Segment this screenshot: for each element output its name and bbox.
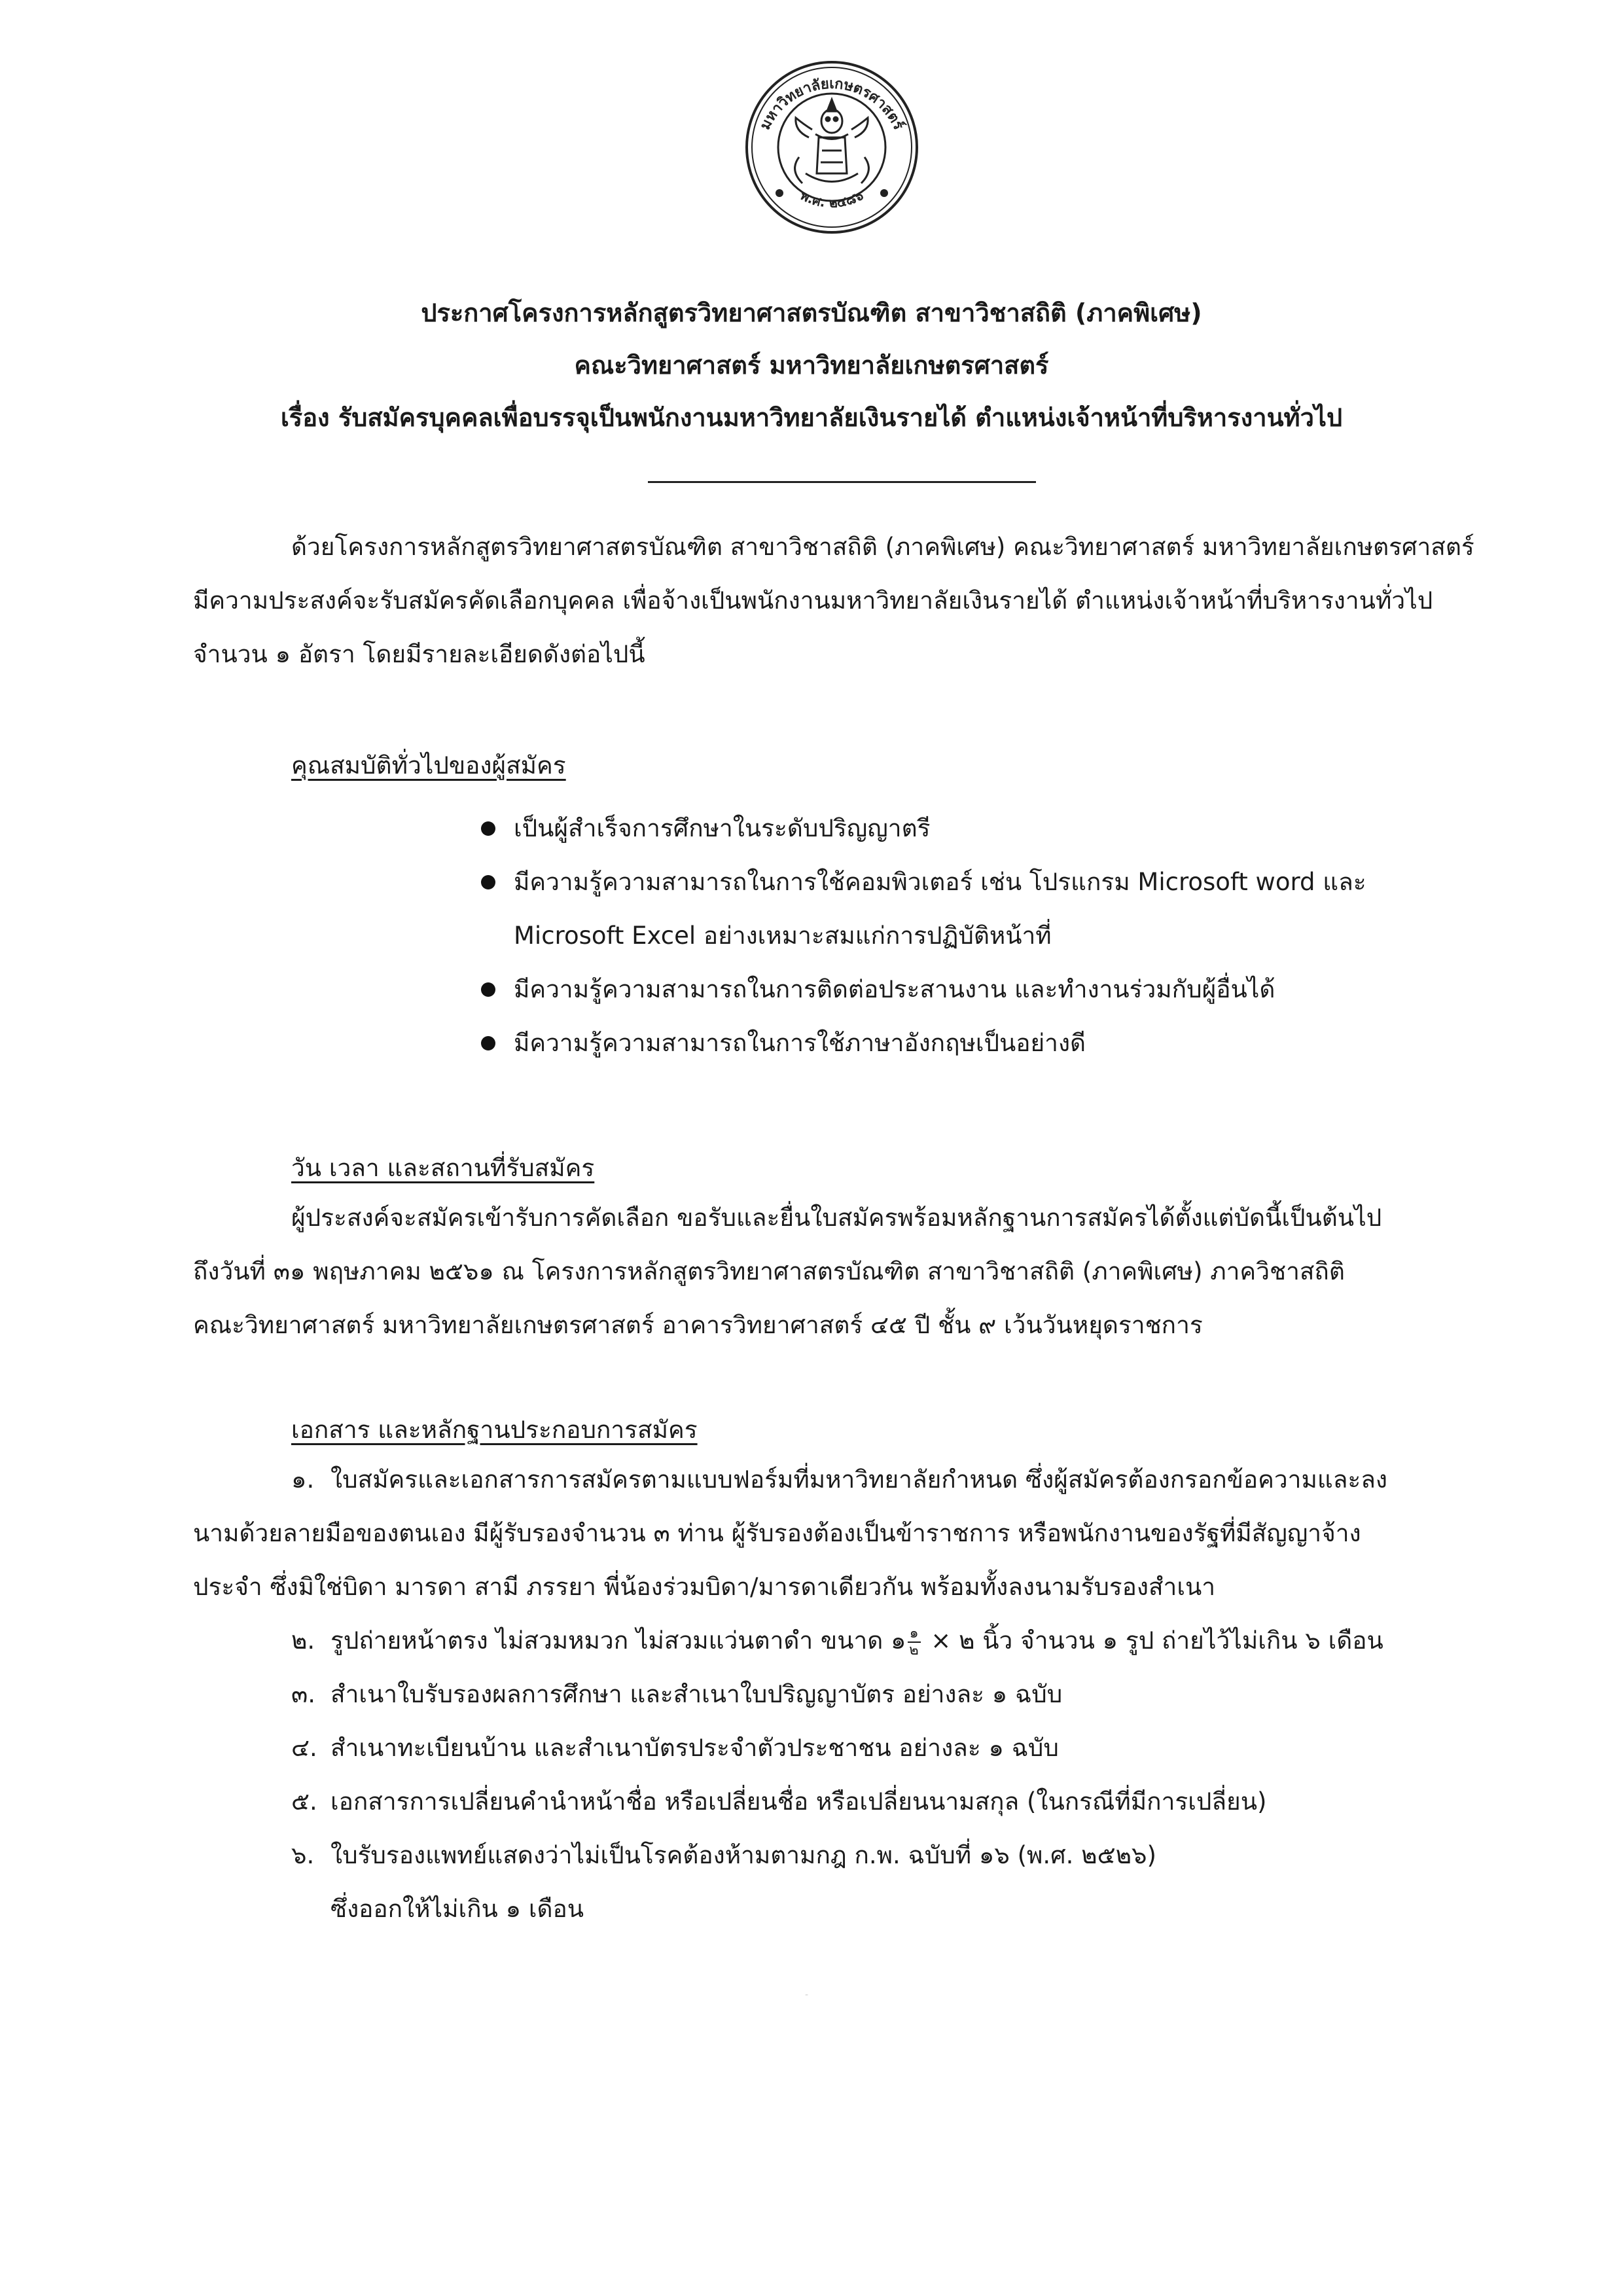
- documents-heading: เอกสาร และหลักฐานประกอบการสมัคร: [291, 1416, 698, 1444]
- qualifications-heading: คุณสมบัติทั่วไปของผู้สมัคร: [291, 751, 566, 780]
- intro-line: ด้วยโครงการหลักสูตรวิทยาศาสตรบัณฑิต สาขาวิชาสถิติ (ภาคพิเศษ) คณะวิทยาศาสตร์ มหาวิทยาลัยเกษตรศาสตร์: [291, 533, 1474, 561]
- intro-line: จำนวน ๑ อัตรา โดยมีรายละเอียดดังต่อไปนี้: [193, 640, 645, 668]
- application-paragraph: [193, 1191, 1482, 1352]
- bullet-icon: [481, 1036, 495, 1050]
- header-divider: [648, 481, 1036, 483]
- bullet-icon: [481, 821, 495, 836]
- application-line: คณะวิทยาศาสตร์ มหาวิทยาลัยเกษตรศาสตร์ อาคารวิทยาศาสตร์ ๔๕ ปี ชั้น ๙ เว้นวันหยุดราชการ: [193, 1311, 1203, 1339]
- application-heading: วัน เวลา และสถานที่รับสมัคร: [291, 1154, 595, 1182]
- list-item: มีความรู้ความสามารถในการใช้คอมพิวเตอร์ เช่น โปรแกรม Microsoft word และ Microsoft Excel อย่างเหมาะสมแก่การปฏิบัติหน้าที่: [481, 855, 1463, 963]
- faculty-university: คณะวิทยาศาสตร์ มหาวิทยาลัยเกษตรศาสตร์: [574, 351, 1049, 380]
- page-mark: -: [805, 1990, 809, 2000]
- documents-list: [193, 1453, 1482, 1936]
- list-item-continuation: นามด้วยลายมือของตนเอง มีผู้รับรองจำนวน ๓ ท่าน ผู้รับรองต้องเป็นข้าราชการ หรือพนักงานของรัฐที่มีสัญญาจ้าง: [193, 1519, 1361, 1547]
- list-item: เป็นผู้สำเร็จการศึกษาในระดับปริญญาตรี: [481, 802, 1463, 855]
- application-line: ถึงวันที่ ๓๑ พฤษภาคม ๒๕๖๑ ณ โครงการหลักสูตรวิทยาศาสตรบัณฑิต สาขาวิชาสถิติ (ภาคพิเศษ) ภาควิชาสถิติ: [193, 1257, 1345, 1285]
- intro-paragraph: [193, 520, 1482, 681]
- list-item: ๒. รูปถ่ายหน้าตรง ไม่สวมหมวก ไม่สวมแว่นตาดำ ขนาด ๑ $\frac{๑}{๒}$ × ๒ นิ้ว จำนวน ๑ รูป ถ่ายไว้ไม่เกิน ๖ เดือน: [291, 1624, 1383, 1659]
- list-item-continuation: ซึ่งออกให้ไม่เกิน ๑ เดือน: [330, 1895, 584, 1923]
- intro-line: มีความประสงค์จะรับสมัครคัดเลือกบุคคล เพื่อจ้างเป็นพนักงานมหาวิทยาลัยเงินรายได้ ตำแหน่งเจ้าหน้าที่บริหารงานทั่วไป: [193, 586, 1433, 615]
- list-item: ๓. สำเนาใบรับรองผลการศึกษา และสำเนาใบปริญญาบัตร อย่างละ ๑ ฉบับ: [291, 1680, 1063, 1708]
- list-item: ๖. ใบรับรองแพทย์แสดงว่าไม่เป็นโรคต้องห้ามตามกฎ ก.พ. ฉบับที่ ๑๖ (พ.ศ. ๒๕๒๖): [291, 1841, 1156, 1869]
- announcement-title: ประกาศโครงการหลักสูตรวิทยาศาสตรบัณฑิต สาขาวิชาสถิติ (ภาคพิเศษ): [421, 298, 1202, 327]
- qualifications-list: [481, 802, 1463, 1070]
- list-item-continuation: ประจำ ซึ่งมิใช่บิดา มารดา สามี ภรรยา พี่น้องร่วมบิดา/มารดาเดียวกัน พร้อมทั้งลงนามรับรองสำเนา: [193, 1573, 1216, 1601]
- bullet-icon: [481, 875, 495, 889]
- list-item: มีความรู้ความสามารถในการติดต่อประสานงาน และทำงานร่วมกับผู้อื่นได้: [481, 963, 1463, 1016]
- list-item: ๕. เอกสารการเปลี่ยนคำนำหน้าชื่อ หรือเปลี่ยนชื่อ หรือเปลี่ยนนามสกุล (ในกรณีที่มีการเปลี่ยน): [291, 1787, 1267, 1816]
- svg-text:มหาวิทยาลัยเกษตรศาสตร์: มหาวิทยาลัยเกษตรศาสตร์: [757, 75, 907, 133]
- list-item: มีความรู้ความสามารถในการใช้ภาษาอังกฤษเป็นอย่างดี: [481, 1016, 1463, 1070]
- bullet-icon: [481, 982, 495, 997]
- list-item: ๔. สำเนาทะเบียนบ้าน และสำเนาบัตรประจำตัวประชาชน อย่างละ ๑ ฉบับ: [291, 1734, 1059, 1762]
- subject-line: เรื่อง รับสมัครบุคคลเพื่อบรรจุเป็นพนักงานมหาวิทยาลัยเงินรายได้ ตำแหน่งเจ้าหน้าที่บริหารงานทั่วไป: [280, 403, 1343, 432]
- list-item: ๑. ใบสมัครและเอกสารการสมัครตามแบบฟอร์มที่มหาวิทยาลัยกำหนด ซึ่งผู้สมัครต้องกรอกข้อความและลง: [291, 1465, 1387, 1494]
- university-seal-logo: [743, 59, 920, 236]
- application-line: ผู้ประสงค์จะสมัครเข้ารับการคัดเลือก ขอรับและยื่นใบสมัครพร้อมหลักฐานการสมัครได้ตั้งแต่บัดนี้เป็นต้นไป: [291, 1204, 1382, 1232]
- fraction-half: $\frac{๑}{๒}$: [908, 1626, 921, 1658]
- svg-text:พ.ศ. ๒๔๘๖: พ.ศ. ๒๔๘๖: [797, 187, 866, 211]
